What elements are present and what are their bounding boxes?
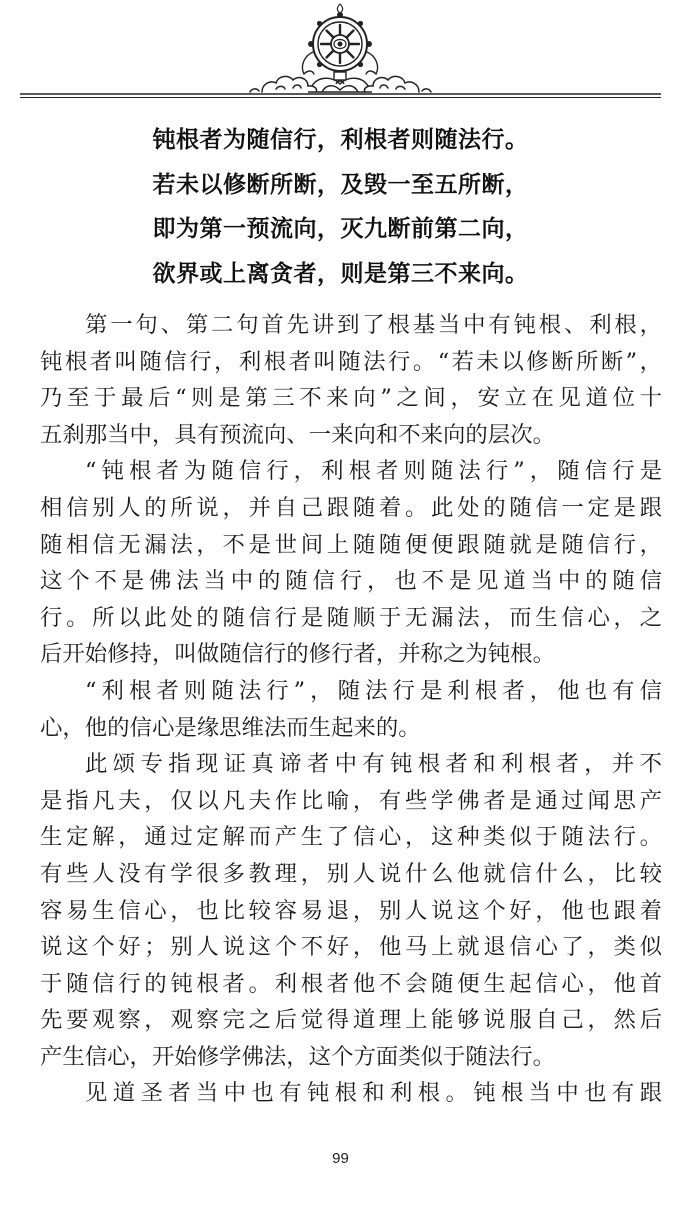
verse-block [0,118,681,296]
page-number: 99 [332,1150,349,1167]
verse-line: 即为第一预流向，灭九断前第二向， [152,216,529,242]
commentary-body [40,307,662,1112]
text-line: 后开始修持，叫做随信行的修行者，并称之为钝根。 [40,641,555,668]
text-line: 第一句、第二句首先讲到了根基当中有钝根、利根， [85,312,662,338]
text-line: 钝根者叫随信行，利根者叫随法行。“若未以修断所断”， [40,348,662,375]
text-line: 五刹那当中，具有预流向、一来向和不来向的层次。 [40,421,555,448]
text-line: 容易生信心，也比较容易退，别人说这个好，他也跟着 [40,897,662,924]
text-line: 心，他的信心是缘思维法而生起来的。 [40,714,421,741]
text-line: 先要观察，观察完之后觉得道理上能够说服自己，然后 [40,1007,662,1034]
text-line: 生定解，通过定解而产生了信心，这种类似于随法行。 [40,824,662,851]
verse-line: 若未以修断所断，及毁一至五所断， [152,171,529,198]
text-line: 随相信无漏法，不是世间上随随便便跟随就是随信行， [40,531,662,558]
verse-line: 钝根者为随信行，利根者则随法行。 [152,127,529,153]
verse-line: 欲界或上离贪者，则是第三不来向。 [152,260,529,287]
dharma-wheel-with-clouds-icon [0,0,681,110]
text-line: 乃至于最后“则是第三不来向”之间，安立在见道位十 [40,385,662,412]
text-line: 是指凡夫，仅以凡夫作比喻，有些学佛者是通过闻思产 [40,787,662,814]
text-line: 见道圣者当中也有钝根和利根。钝根当中也有跟 [85,1080,662,1107]
text-line: 行。所以此处的随信行是随顺于无漏法，而生信心，之 [40,604,662,631]
text-line: “利根者则随法行”，随法行是利根者，他也有信 [85,677,662,704]
text-line: 于随信行的钝根者。利根者他不会随便生起信心，他首 [40,970,662,997]
text-line: 此颂专指现证真谛者中有钝根者和利根者，并不 [85,751,662,778]
text-line: 说这个好；别人说这个不好，他马上就退信心了，类似 [40,934,662,961]
text-line: 有些人没有学很多教理，别人说什么他就信什么，比较 [40,860,662,887]
text-line: 这个不是佛法当中的随信行，也不是见道当中的随信 [40,568,662,595]
text-line: 相信别人的所说，并自己跟随着。此处的随信一定是跟 [40,494,662,521]
text-line: “钝根者为随信行，利根者则随法行”，随信行是 [85,458,662,485]
text-line: 产生信心，开始修学佛法，这个方面类似于随法行。 [40,1043,555,1070]
